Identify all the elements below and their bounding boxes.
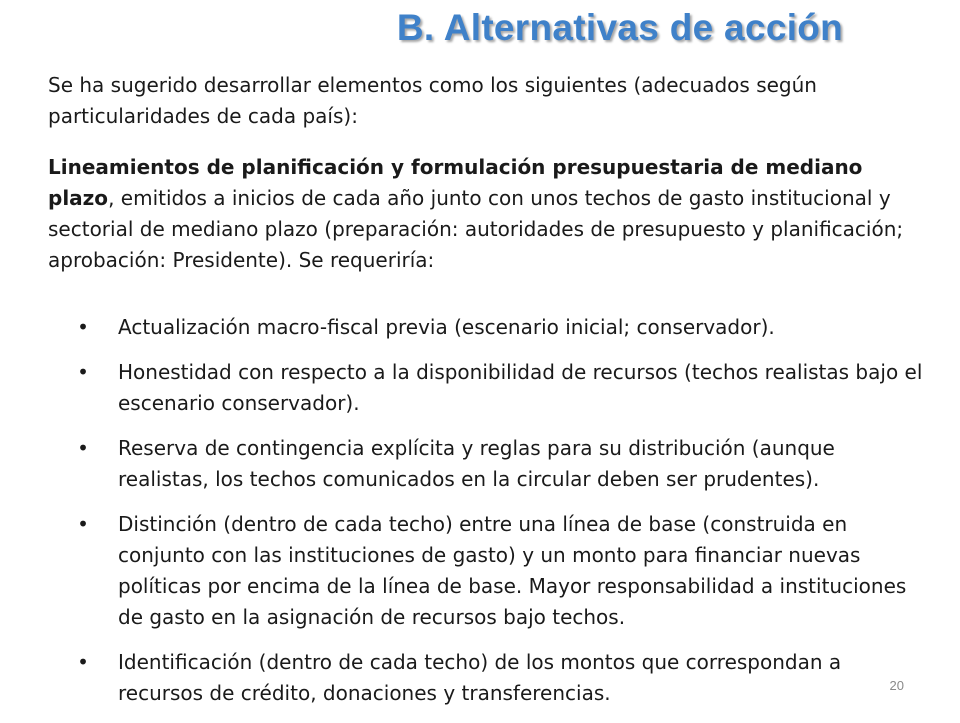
bullet-icon: • (77, 436, 89, 460)
list-item-text: Actualización macro-fiscal previa (escenario inicial; conservador). (118, 315, 775, 339)
list-item-text: Reserva de contingencia explícita y reglas para su distribución (aunque realistas, los techos comunicados en la circular deben ser prudentes). (118, 436, 835, 491)
list-item (48, 509, 928, 633)
requirements-list (48, 312, 928, 723)
list-item (48, 357, 928, 419)
list-item-text: Distinción (dentro de cada techo) entre una línea de base (construida en conjunto con las instituciones de gasto) y un monto para financiar nuevas políticas por encima de la línea de base. Mayor responsabilidad a instituciones de gasto en la asignación de recursos bajo techos. (118, 512, 907, 629)
bullet-icon: • (77, 360, 89, 384)
bullet-icon: • (77, 315, 89, 339)
list-item (48, 647, 928, 709)
list-item (48, 312, 928, 343)
list-item (48, 433, 928, 495)
slide-title: B. Alternativas de acción (396, 7, 844, 48)
list-item-text: Honestidad con respecto a la disponibilidad de recursos (techos realistas bajo el escenario conservador). (118, 360, 923, 415)
bullet-icon: • (77, 512, 89, 536)
bullet-icon: • (77, 650, 89, 674)
lineamientos-text: , emitidos a inicios de cada año junto con unos techos de gasto institucional y sectorial de mediano plazo (preparación: autoridades de presupuesto y planificación; aprobación: Presidente). Se requeriría: (48, 186, 904, 272)
lineamientos-bold-text: Lineamientos de planificación y formulación presupuestaria de mediano plazo (48, 155, 863, 210)
lineamientos-paragraph (48, 152, 928, 276)
list-item-text: Identificación (dentro de cada techo) de los montos que correspondan a recursos de crédito, donaciones y transferencias. (118, 650, 842, 705)
intro-paragraph: Se ha sugerido desarrollar elementos como los siguientes (adecuados según particularidades de cada país): (48, 73, 817, 128)
page-number: 20 (889, 678, 904, 693)
